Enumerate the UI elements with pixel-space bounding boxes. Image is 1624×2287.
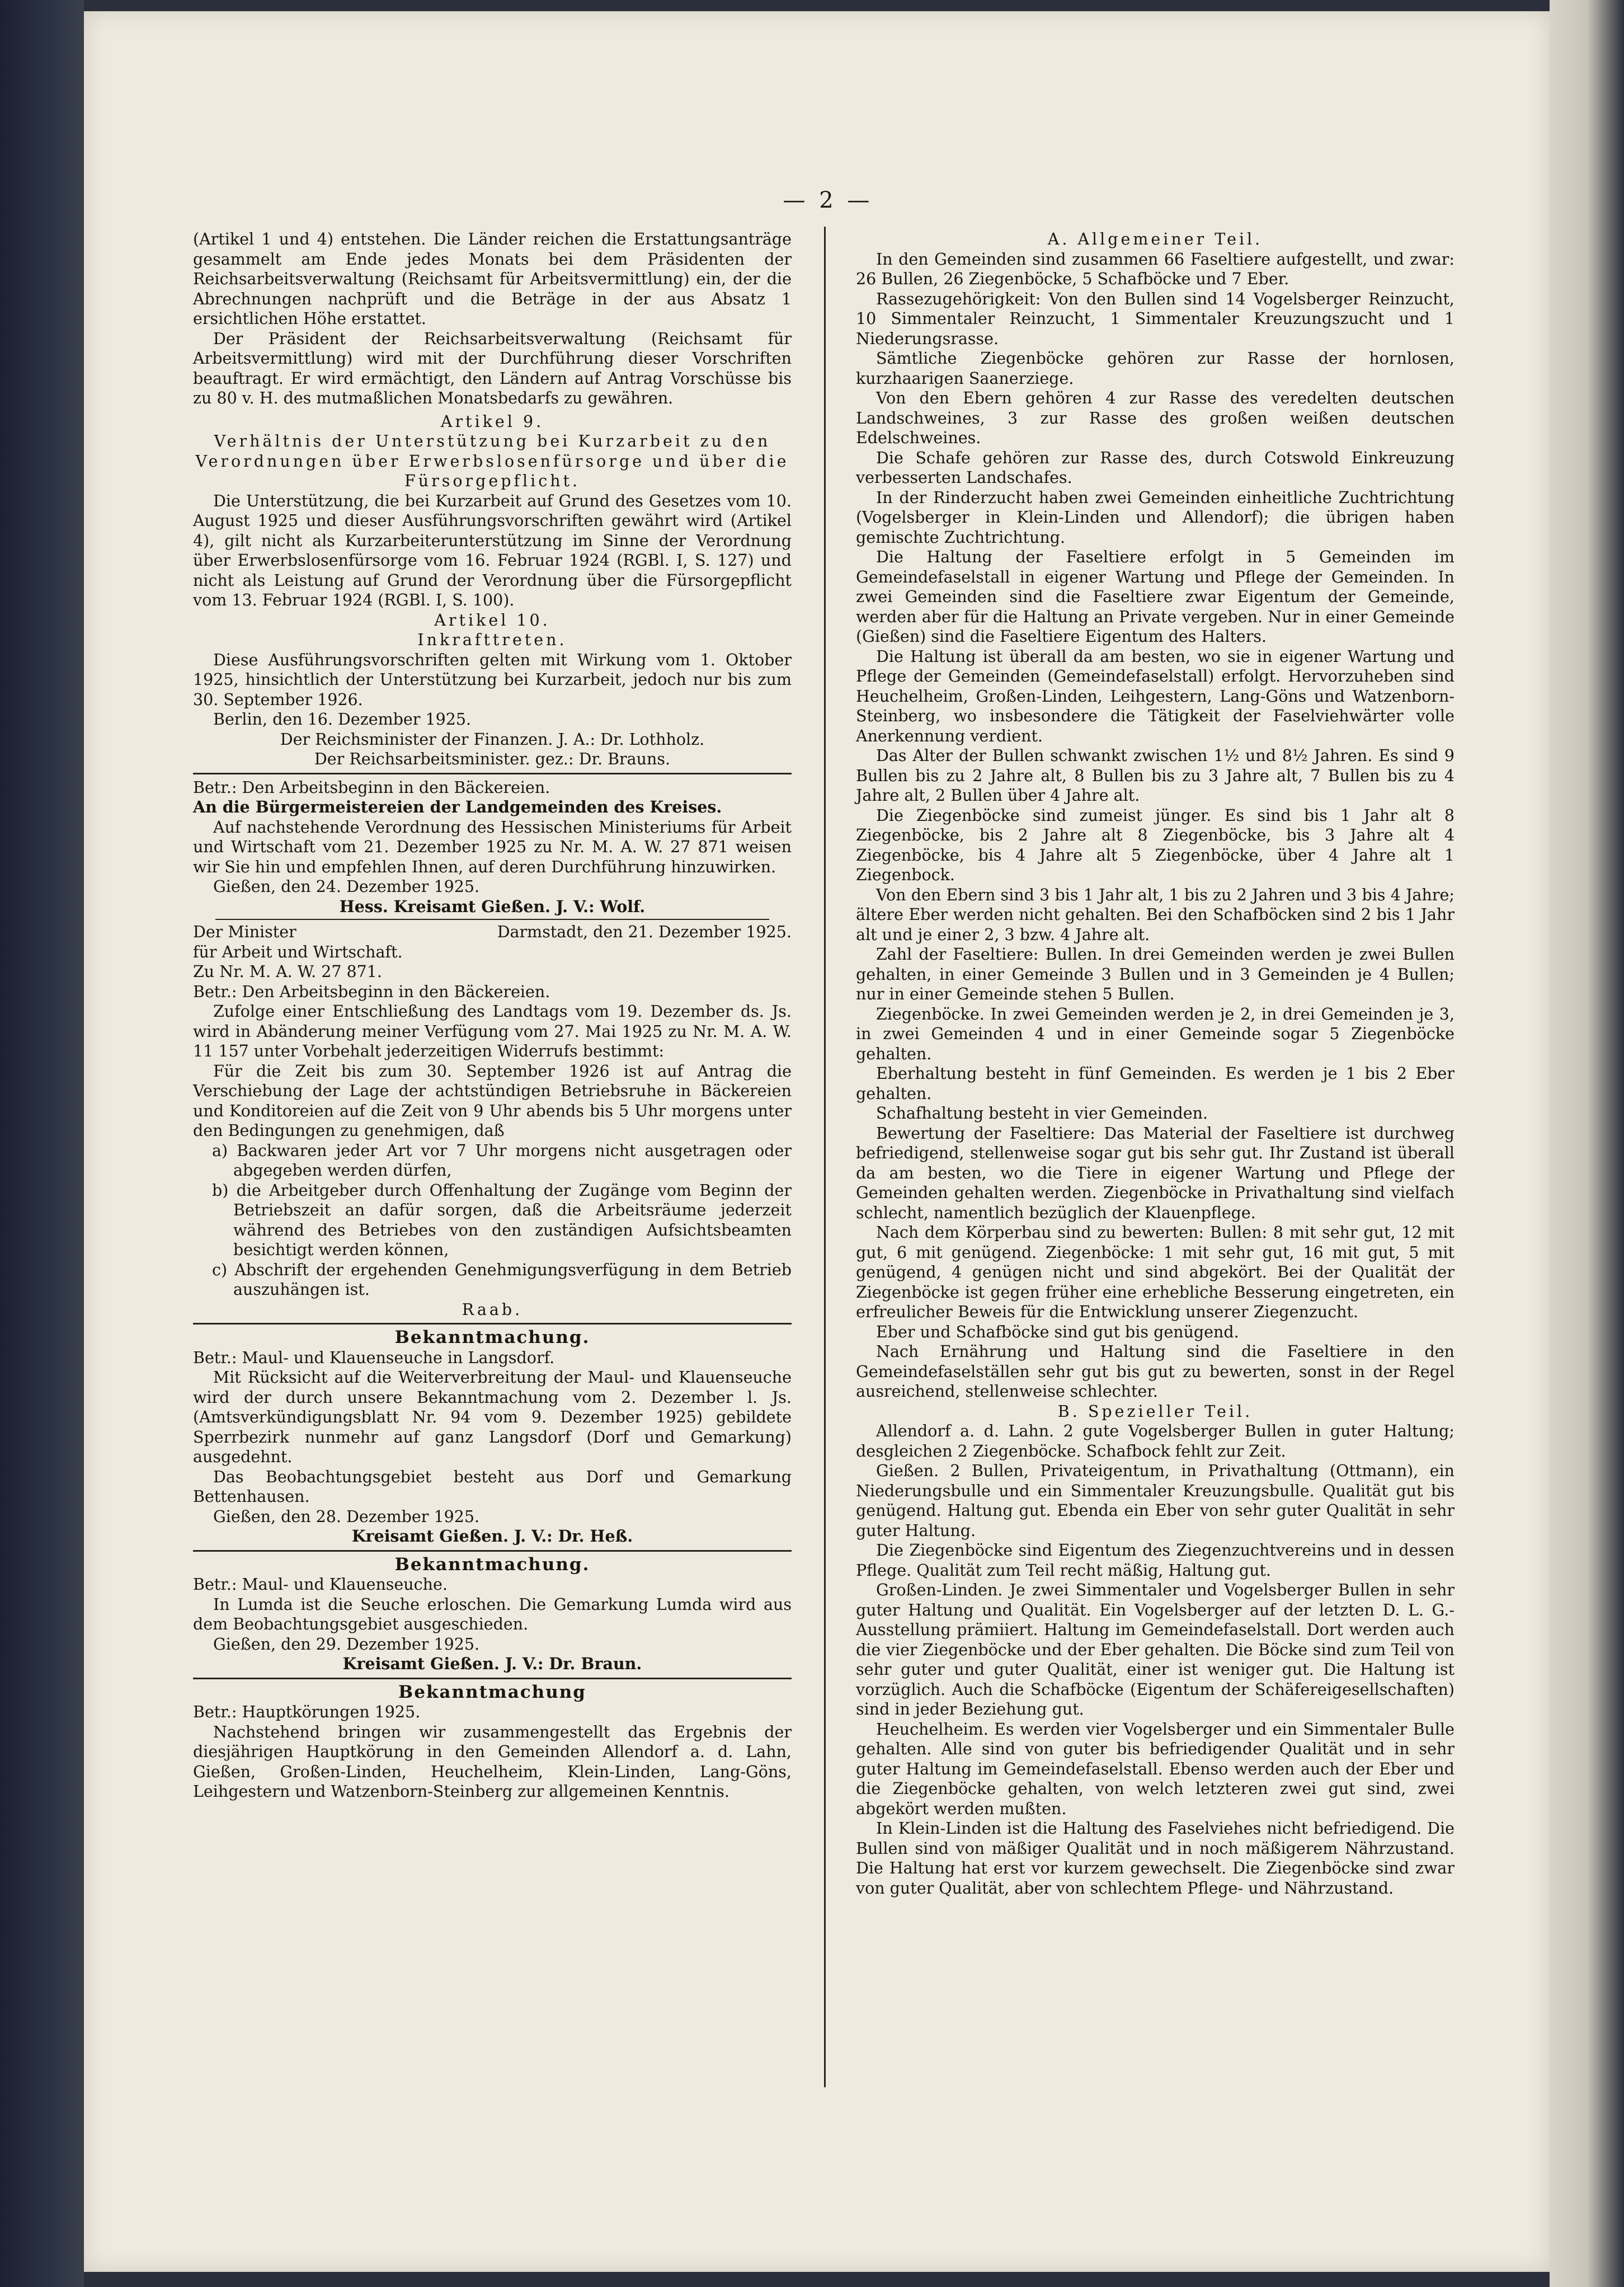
paragraph: Das Beobachtungsgebiet besteht aus Dorf und Gemarkung Bettenhausen.	[193, 1467, 792, 1506]
paragraph: Zahl der Faseltiere: Bullen. In drei Gemeinden werden je zwei Bullen gehalten, in einer Gemeinde 3 Bullen und in 3 Gemeinden je 4 Bullen; nur in einer Gemeinde stehen 5 Bullen.	[856, 945, 1454, 1003]
paragraph: Nach dem Körperbau sind zu bewerten: Bullen: 8 mit sehr gut, 12 mit gut, 6 mit genügend. Ziegenböcke: 1 mit sehr gut, 16 mit gut, 5 mit genügend, 4 genügen nicht und sind abgekört. Bei der Qualität der Ziegenböcke ist gegen früher eine erhebliche Besserung eingetreten, ein erfreulicher Beweis für die Entwicklung unserer Ziegenzucht.	[856, 1223, 1454, 1321]
paragraph: In Lumda ist die Seuche erloschen. Die Gemarkung Lumda wird aus dem Beobachtungsgebiet ausgeschieden.	[193, 1595, 792, 1633]
paragraph: Eberhaltung besteht in fünf Gemeinden. Es werden je 1 bis 2 Eber gehalten.	[856, 1064, 1454, 1103]
subject-line: Betr.: Hauptkörungen 1925.	[193, 1703, 421, 1721]
signature: Kreisamt Gießen. J. V.: Dr. Heß.	[351, 1527, 633, 1546]
paragraph: Nach Ernährung und Haltung sind die Faseltiere in den Gemeindefaselställen sehr gut bis gut zu bewerten, sonst in der Regel ausreichend, stellenweise schlechter.	[856, 1342, 1454, 1401]
minister-label: Der Minister	[193, 923, 296, 941]
announcement-heading: Bekanntmachung	[398, 1682, 586, 1702]
article-heading: Inkrafttreten.	[417, 631, 567, 649]
paragraph: Bewertung der Faseltiere: Das Material der Faseltiere ist durchweg befriedigend, stellenweise sogar gut bis sehr gut. Ihr Zustand ist überall da am besten, wo die Tiere in eigener Wartung und Pflege der Gemeinden gehalten werden. Ziegenböcke in Privathaltung sind vielfach schlecht, namentlich bezüglich der Klauenpflege.	[856, 1124, 1454, 1222]
paragraph: Die Haltung der Faseltiere erfolgt in 5 Gemeinden im Gemeindefaselstall in eigener Wartung und Pflege der Gemeinden. In zwei Gemeinden sind die Faseltiere zwar Eigentum der Gemeinde, werden aber für die Haltung an Private vergeben. Nur in einer Gemeinde (Gießen) sind die Faseltiere Eigentum des Halters.	[856, 548, 1454, 646]
article-title: Artikel 9.	[440, 412, 544, 431]
minister-label: für Arbeit und Wirtschaft.	[193, 942, 403, 961]
paragraph: (Artikel 1 und 4) entstehen. Die Länder reichen die Erstattungsanträge gesammelt am Ende jedes Monats bei dem Präsidenten der Reichsarbeitsverwaltung (Reichsamt für Arbeitsvermittlung) ein, der die Abrechnungen nachprüft und die Beträge in der aus Absatz 1 ersichtlichen Höhe erstattet.	[193, 230, 792, 328]
paragraph: Die Ziegenböcke sind zumeist jünger. Es sind bis 1 Jahr alt 8 Ziegenböcke, bis 2 Jahre alt 8 Ziegenböcke, bis 3 Jahre alt 4 Ziegenböcke, bis 4 Jahre alt 5 Ziegenböcke, über 4 Jahre alt 1 Ziegenbock.	[856, 806, 1454, 884]
column-divider	[824, 227, 826, 2087]
paragraph: Nachstehend bringen wir zusammengestellt das Ergebnis der diesjährigen Hauptkörung in den Gemeinden Allendorf a. d. Lahn, Gießen, Großen-Linden, Heuchelheim, Klein-Linden, Lang-Göns, Leihgestern und Watzenborn-Steinberg zur allgemeinen Kenntnis.	[193, 1722, 792, 1801]
place-date: Gießen, den 28. Dezember 1925.	[213, 1507, 480, 1526]
section-rule	[193, 1323, 792, 1325]
list-item: c) Abschrift der ergehenden Genehmigungsverfügung in dem Betrieb auszuhängen ist.	[212, 1260, 792, 1299]
signature: Hess. Kreisamt Gießen. J. V.: Wolf.	[339, 896, 646, 916]
right-column	[856, 229, 1454, 1898]
subject-line: Betr.: Den Arbeitsbeginn in den Bäckereien.	[193, 982, 550, 1001]
subject-line: Betr.: Maul- und Klauenseuche.	[193, 1575, 448, 1594]
paragraph: Schafhaltung besteht in vier Gemeinden.	[876, 1104, 1208, 1123]
signature: Raab.	[462, 1300, 523, 1319]
paragraph: In den Gemeinden sind zusammen 66 Faseltiere aufgestellt, und zwar: 26 Bullen, 26 Ziegenböcke, 5 Schafböcke und 7 Eber.	[856, 250, 1454, 288]
paragraph: Der Präsident der Reichsarbeitsverwaltung (Reichsamt für Arbeitsvermittlung) wird mit der Durchführung dieser Vorschriften beauftragt. Er wird ermächtigt, den Ländern auf Antrag Vorschüsse bis zu 80 v. H. des mutmaßlichen Monatsbedarfs zu gewähren.	[193, 329, 792, 407]
paragraph: Von den Ebern sind 3 bis 1 Jahr alt, 1 bis zu 2 Jahren und 3 bis 4 Jahre; ältere Eber werden nicht gehalten. Bei den Schafböcken sind 2 bis 1 Jahr alt und je einer 2, 3 bzw. 4 Jahre alt.	[856, 885, 1454, 944]
paragraph: In Klein-Linden ist die Haltung des Faselviehes nicht befriedigend. Die Bullen sind von mäßiger Qualität und in noch mäßigerem Nährzustand. Die Haltung hat erst vor kurzem gewechselt. Die Ziegenböcke sind zwar von guter Qualität, aber von schlechtem Pflege- und Nährzustand.	[856, 1819, 1454, 1898]
paragraph: Eber und Schafböcke sind gut bis genügend.	[876, 1322, 1239, 1341]
paragraph: Die Ziegenböcke sind Eigentum des Ziegenzuchtvereins und in dessen Pflege. Qualität zum Teil recht mäßig, Haltung gut.	[856, 1541, 1454, 1580]
place-date: Gießen, den 24. Dezember 1925.	[213, 877, 480, 896]
paragraph: Für die Zeit bis zum 30. September 1926 ist auf Antrag die Verschiebung der Lage der achtstündigen Betriebsruhe in Bäckereien und Konditoreien auf die Zeit von 9 Uhr abends bis 5 Uhr morgens unter den Bedingungen zu genehmigen, daß	[193, 1062, 792, 1140]
section-rule	[193, 1550, 792, 1552]
section-heading: B. Spezieller Teil.	[1057, 1402, 1253, 1421]
paragraph: In der Rinderzucht haben zwei Gemeinden einheitliche Zuchtrichtung (Vogelsberger in Klein-Linden und Allendorf); die übrigen haben gemischte Zuchtrichtung.	[856, 488, 1454, 547]
list-item: a) Backwaren jeder Art vor 7 Uhr morgens nicht ausgetragen oder abgegeben werden dürfen,	[212, 1141, 792, 1180]
paragraph: Zufolge einer Entschließung des Landtags vom 19. Dezember ds. Js. wird in Abänderung meiner Verfügung vom 27. Mai 1925 zu Nr. M. A. W. 11 157 unter Vorbehalt jederzeitigen Widerrufs bestimmt:	[193, 1002, 792, 1060]
section-rule	[193, 1678, 792, 1679]
paragraph: Gießen. 2 Bullen, Privateigentum, in Privathaltung (Ottmann), ein Niederungsbulle und ein Simmentaler Kreuzungsbulle. Qualität gut bis genügend. Haltung gut. Ebenda ein Eber von sehr guter Qualität in sehr guter Haltung.	[856, 1462, 1454, 1540]
signature: Der Reichsminister der Finanzen. J. A.: Dr. Lothholz.	[280, 730, 705, 749]
reference-number: Zu Nr. M. A. W. 27 871.	[193, 962, 382, 981]
signature: Der Reichsarbeitsminister. gez.: Dr. Brauns.	[314, 750, 671, 768]
subject-line: Betr.: Maul- und Klauenseuche in Langsdorf.	[193, 1348, 555, 1367]
place-date: Darmstadt, den 21. Dezember 1925.	[497, 923, 792, 941]
announcement-heading: Bekanntmachung.	[394, 1554, 590, 1575]
announcement-heading: Bekanntmachung.	[394, 1327, 590, 1347]
paragraph: Rassezugehörigkeit: Von den Bullen sind 14 Vogelsberger Reinzucht, 10 Simmentaler Reinzucht, 1 Simmentaler Kreuzungszucht und 1 Niederungsrasse.	[856, 289, 1454, 348]
subject-line: Betr.: Den Arbeitsbeginn in den Bäckereien.	[193, 778, 550, 797]
paragraph: Allendorf a. d. Lahn. 2 gute Vogelsberger Bullen in guter Haltung; desgleichen 2 Ziegenböcke. Schafbock fehlt zur Zeit.	[856, 1422, 1454, 1461]
short-rule	[215, 919, 769, 920]
paragraph: Sämtliche Ziegenböcke gehören zur Rasse der hornlosen, kurzhaarigen Saanerziege.	[856, 349, 1454, 388]
paragraph: Von den Ebern gehören 4 zur Rasse des veredelten deutschen Landschweines, 3 zur Rasse des großen weißen deutschen Edelschweines.	[856, 389, 1454, 447]
left-column	[193, 229, 792, 1802]
minister-header	[193, 922, 792, 942]
paragraph: Die Haltung ist überall da am besten, wo sie in eigener Wartung und Pflege der Gemeinden (Gemeindefaselstall) erfolgt. Hervorzuheben sind Heuchelheim, Großen-Linden, Leihgestern, Lang-Göns und Watzenborn-Steinberg, wo insbesondere die Tätigkeit der Faselviehwärter volle Anerkennung verdient.	[856, 647, 1454, 745]
article-title: Artikel 10.	[434, 611, 550, 630]
section-rule	[193, 773, 792, 774]
paragraph: Heuchelheim. Es werden vier Vogelsberger und ein Simmentaler Bulle gehalten. Alle sind von guter bis befriedigender Qualität und in sehr guter Haltung im Gemeindefaselstall. Ebenso werden auch der Eber und die Ziegenböcke gehalten, von welch letzteren zwei gut sind, zwei abgekört werden mußten.	[856, 1720, 1454, 1818]
paragraph: Mit Rücksicht auf die Weiterverbreitung der Maul- und Klauenseuche wird der durch unsere Bekanntmachung vom 2. Dezember l. Js. (Amtsverkündigungsblatt Nr. 94 vom 9. Dezember 1925) gebildete Sperrbezirk nunmehr auf ganz Langsdorf (Dorf und Gemarkung) ausgedehnt.	[193, 1368, 792, 1466]
paragraph: Das Alter der Bullen schwankt zwischen 1½ und 8½ Jahren. Es sind 9 Bullen bis zu 2 Jahre alt, 8 Bullen bis zu 3 Jahre alt, 7 Bullen bis zu 4 Jahre alt, 2 Bullen über 4 Jahre alt.	[856, 746, 1454, 805]
addressee-heading: An die Bürgermeistereien der Landgemeinden des Kreises.	[193, 797, 722, 816]
paragraph: Großen-Linden. Je zwei Simmentaler und Vogelsberger Bullen in sehr guter Haltung und Qualität. Ein Vogelsberger auf der letzten D. L. G.-Ausstellung prämiiert. Haltung im Gemeindefaselstall. Dort werden auch die vier Ziegenböcke und der Eber gehalten. Die Böcke sind zum Teil von sehr guter und guter Qualität, einer ist weniger gut. Die Haltung ist vorzüglich. Auch die Schafböcke (Eigentum der Schäfereigesellschaften) sind in jeder Beziehung gut.	[856, 1581, 1454, 1718]
place-date: Berlin, den 16. Dezember 1925.	[213, 710, 472, 729]
paragraph: Die Unterstützung, die bei Kurzarbeit auf Grund des Gesetzes vom 10. August 1925 und dieser Ausführungsvorschriften gewährt wird (Artikel 4), gilt nicht als Kurzarbeiterunterstützung im Sinne der Verordnung über Erwerbslosenfürsorge vom 16. Februar 1924 (RGBl. I, S. 127) und nicht als Leistung auf Grund der Verordnung über die Fürsorgepflicht vom 13. Februar 1924 (RGBl. I, S. 100).	[193, 491, 792, 609]
place-date: Gießen, den 29. Dezember 1925.	[213, 1635, 480, 1654]
paragraph: Auf nachstehende Verordnung des Hessischen Ministeriums für Arbeit und Wirtschaft vom 21. Dezember 1925 zu Nr. M. A. W. 27 871 weisen wir Sie hin und empfehlen Ihnen, auf deren Durchführung hinzuwirken.	[193, 818, 792, 876]
section-heading: A. Allgemeiner Teil.	[1047, 230, 1263, 248]
signature: Kreisamt Gießen. J. V.: Dr. Braun.	[342, 1654, 642, 1673]
paragraph: Diese Ausführungsvorschriften gelten mit Wirkung vom 1. Oktober 1925, hinsichtlich der Unterstützung bei Kurzarbeit, jedoch nur bis zum 30. September 1926.	[193, 650, 792, 709]
paragraph: Ziegenböcke. In zwei Gemeinden werden je 2, in drei Gemeinden je 3, in zwei Gemeinden 4 und in einer Gemeinde sogar 5 Ziegenböcke gehalten.	[856, 1004, 1454, 1063]
book-binding	[0, 0, 84, 2287]
list-item: b) die Arbeitgeber durch Offenhaltung der Zugänge vom Beginn der Betriebszeit an dafür sorgen, daß die Arbeitsräume jederzeit während des Betriebes von den zuständigen Aufsichtsbeamten besichtigt werden können,	[212, 1181, 792, 1259]
article-heading: Verhältnis der Unterstützung bei Kurzarbeit zu den Verordnungen über Erwerbslosenfürsorge und über die Fürsorgepflicht.	[195, 432, 789, 490]
page-edge	[1550, 0, 1624, 2287]
paragraph: Die Schafe gehören zur Rasse des, durch Cotswold Einkreuzung verbesserten Landschafes.	[856, 448, 1454, 487]
page-number: — 2 —	[783, 187, 873, 213]
